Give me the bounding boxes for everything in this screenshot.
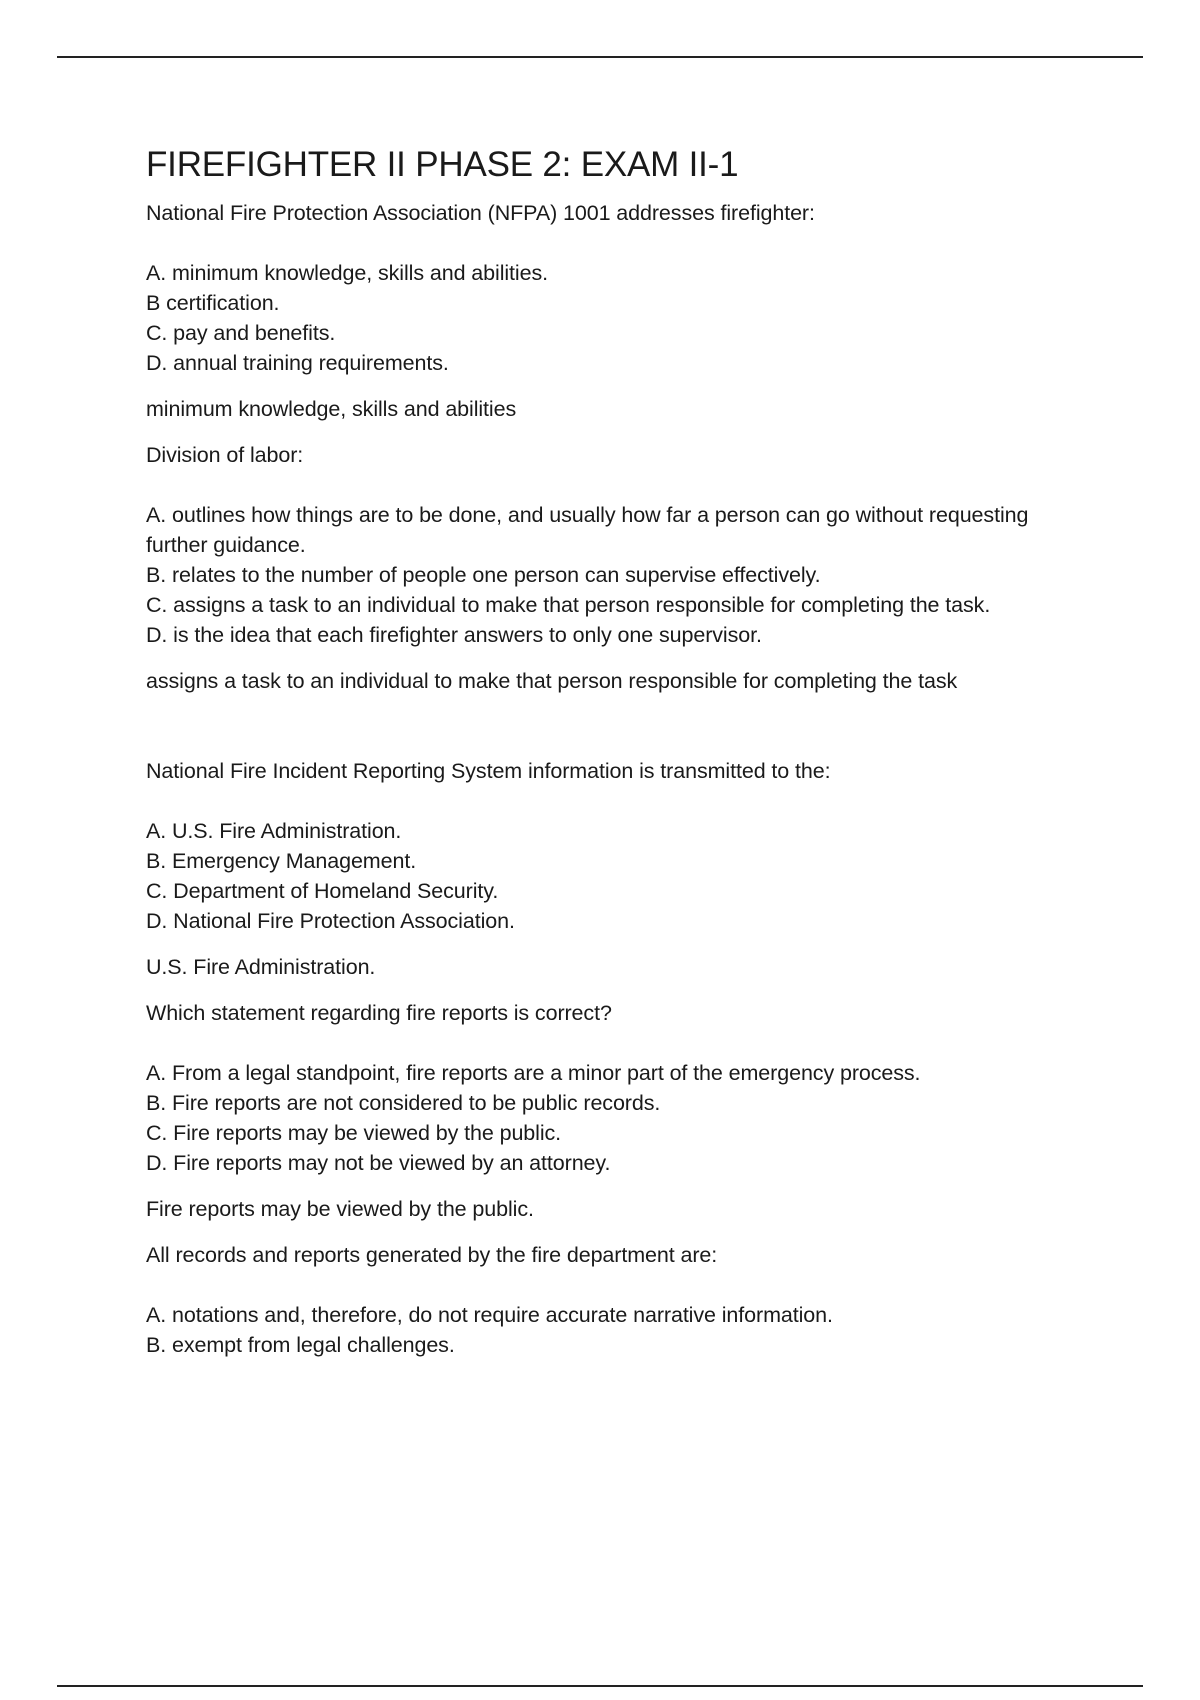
option-item: A. minimum knowledge, skills and abilities. [146, 261, 548, 285]
question-block [146, 1240, 1086, 1360]
option-list [146, 1300, 1086, 1360]
option-list [146, 1058, 1086, 1178]
question-prompt: National Fire Protection Association (NFPA) 1001 addresses firefighter: [146, 201, 815, 225]
option-item: D. National Fire Protection Association. [146, 909, 515, 933]
option-item: C. assigns a task to an individual to make that person responsible for completing the task. [146, 593, 991, 617]
option-item: D. is the idea that each firefighter answers to only one supervisor. [146, 623, 762, 647]
option-list [146, 258, 1086, 378]
option-item: B. exempt from legal challenges. [146, 1333, 455, 1357]
answer-text: minimum knowledge, skills and abilities [146, 397, 517, 421]
document-body [146, 140, 1086, 1376]
question-prompt: National Fire Incident Reporting System information is transmitted to the: [146, 759, 831, 783]
question-block [146, 198, 1086, 424]
question-prompt: Which statement regarding fire reports is correct? [146, 1001, 612, 1025]
option-item: C. pay and benefits. [146, 321, 336, 345]
option-item: A. From a legal standpoint, fire reports are a minor part of the emergency process. [146, 1061, 921, 1085]
bottom-divider [57, 1685, 1143, 1687]
answer-text: U.S. Fire Administration. [146, 955, 376, 979]
option-list [146, 500, 1086, 650]
question-prompt: All records and reports generated by the fire department are: [146, 1243, 718, 1267]
question-block [146, 756, 1086, 982]
option-item: C. Fire reports may be viewed by the public. [146, 1121, 562, 1145]
option-item: D. Fire reports may not be viewed by an attorney. [146, 1151, 611, 1175]
option-item: A. notations and, therefore, do not require accurate narrative information. [146, 1303, 833, 1327]
option-item: C. Department of Homeland Security. [146, 879, 499, 903]
option-item: A. U.S. Fire Administration. [146, 819, 402, 843]
option-item: B. Emergency Management. [146, 849, 417, 873]
option-item: B certification. [146, 291, 280, 315]
question-block [146, 998, 1086, 1224]
option-item: B. Fire reports are not considered to be public records. [146, 1091, 661, 1115]
option-item: A. outlines how things are to be done, and usually how far a person can go without requesting further guidance. [146, 503, 1029, 557]
page-title: FIREFIGHTER II PHASE 2: EXAM II-1 [146, 145, 739, 184]
option-item: B. relates to the number of people one person can supervise effectively. [146, 563, 821, 587]
option-item: D. annual training requirements. [146, 351, 449, 375]
question-block [146, 440, 1086, 696]
top-divider [57, 56, 1143, 58]
question-prompt: Division of labor: [146, 443, 304, 467]
answer-text: assigns a task to an individual to make that person responsible for completing the task [146, 669, 958, 693]
answer-text: Fire reports may be viewed by the public. [146, 1197, 534, 1221]
option-list [146, 816, 1086, 936]
